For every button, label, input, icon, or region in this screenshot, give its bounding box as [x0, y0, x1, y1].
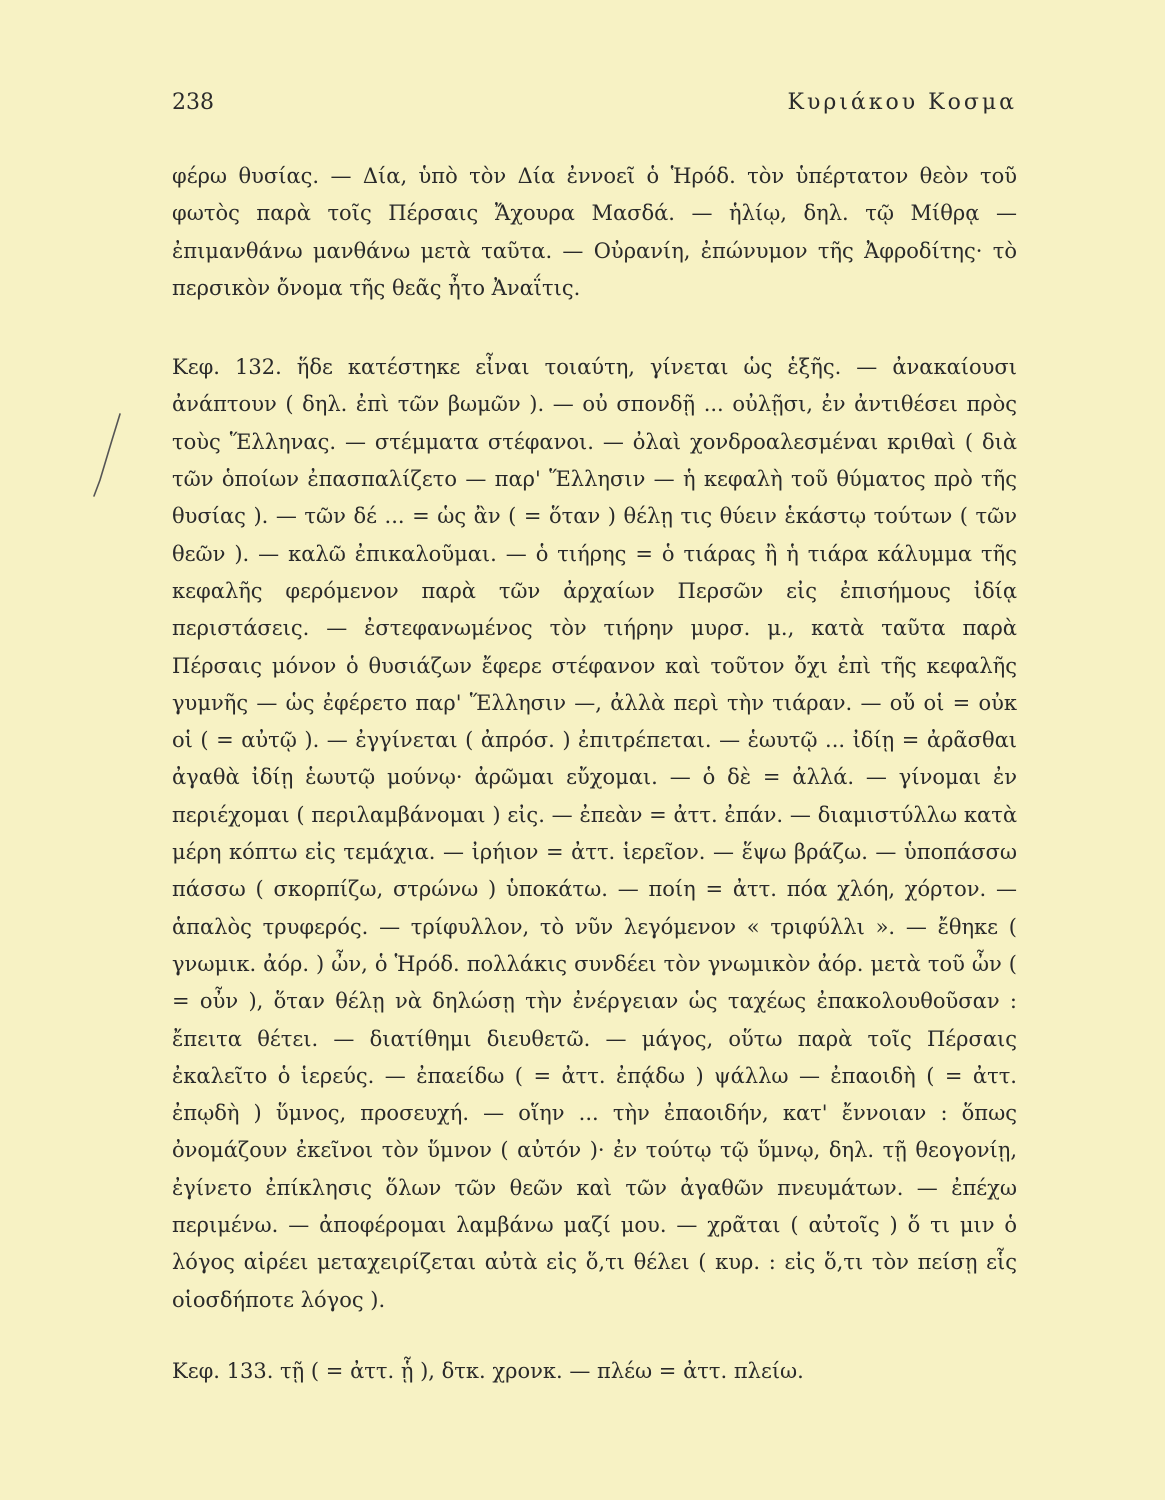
paragraph-chapter-132: Κεφ. 132. ἥδε κατέστηκε εἶναι τοιαύτη, γίνεται ὡς ἑξῆς. — ἀνακαίουσι ἀνάπτουν ( δηλ. ἐπὶ τῶν βωμῶν ). — οὐ σπονδῇ ... οὐλῇσι, ἐν ἀντιθέσει πρὸς τοὺς Ἕλληνας. — στέμματα στέφανοι. — ὀλαὶ χονδροαλεσμέναι κριθαὶ ( διὰ τῶν ὁποίων ἐπασπαλίζετο — παρ' Ἕλλησιν — ἡ κεφαλὴ τοῦ θύματος πρὸ τῆς θυσίας ). — τῶν δέ ... = ὡς ἂν ( = ὅταν ) θέλῃ τις θύειν ἑκάστῳ τούτων ( τῶν θεῶν ). — καλῶ ἐπικαλοῦμαι. — ὁ τιήρης = ὁ τιάρας ἢ ἡ τιάρα κάλυμμα τῆς κεφαλῆς φερόμενον παρὰ τῶν ἀρχαίων Περσῶν εἰς ἐπισήμους ἰδίᾳ περιστάσεις. — ἐστεφανωμένος τὸν τιήρην μυρσ. μ., κατὰ ταῦτα παρὰ Πέρσαις μόνον ὁ θυσιάζων ἔφερε στέφανον καὶ τοῦτον ὄχι ἐπὶ τῆς κεφαλῆς γυμνῆς — ὡς ἐφέρετο παρ' Ἕλλησιν —, ἀλλὰ περὶ τὴν τιάραν. — οὔ οἱ = οὐκ οἱ ( = αὐτῷ ). — ἐγγίνεται ( ἀπρόσ. ) ἐπιτρέπεται. — ἑωυτῷ ... ἰδίῃ = ἀρᾶσθαι ἀγαθὰ ἰδίῃ ἑωυτῷ μούνῳ· ἀρῶμαι εὔχομαι. — ὁ δὲ = ἀλλά. — γίνομαι ἐν περιέχομαι ( περιλαμβάνομαι ) εἰς. — ἐπεὰν = ἀττ. ἐπάν. — διαμιστύλλω κατὰ μέρη κόπτω εἰς τεμάχια. — ἰρήιον = ἀττ. ἱερεῖον. — ἕψω βράζω. — ὑποπάσσω πάσσω ( σκορπίζω, στρώνω ) ὑποκάτω. — ποίη = ἀττ. πόα χλόη, χόρτον. — ἁπαλὸς τρυφερός. — τρίφυλλον, τὸ νῦν λεγόμενον « τριφύλλι ». — ἔθηκε ( γνωμικ. ἀόρ. ) ὦν, ὁ Ἡρόδ. πολλάκις συνδέει τὸν γνωμικὸν ἀόρ. μετὰ τοῦ ὦν ( = οὖν ), ὅταν θέλῃ νὰ δηλώσῃ τὴν ἐνέργειαν ὡς ταχέως ἐπακολουθοῦσαν : ἔπειτα θέτει. — διατίθημι διευθετῶ. — μάγος, οὕτω παρὰ τοῖς Πέρσαις ἐκαλεῖτο ὁ ἱερεύς. — ἐπαείδω ( = ἀττ. ἐπᾴδω ) ψάλλω — ἐπαοιδὴ ( = ἀττ. ἐπῳδὴ ) ὕμνος, προσευχή. — οἵην ... τὴν ἐπαοιδήν, κατ' ἔννοιαν : ὅπως ὀνομάζουν ἐκεῖνοι τὸν ὕμνον ( αὐτόν )· ἐν τούτῳ τῷ ὕμνῳ, δηλ. τῇ θεογονίῃ, ἐγίνετο ἐπίκλησις ὅλων τῶν θεῶν καὶ τῶν ἀγαθῶν πνευμάτων. — ἐπέχω περιμένω. — ἀποφέρομαι λαμβάνω μαζί μου. — χρᾶται ( αὐτοῖς ) ὅ τι μιν ὁ λόγος αἱρέει μεταχειρίζεται αὐτὰ εἰς ὅ,τι θέλει ( κυρ. : εἰς ὅ,τι τὸν πείσῃ εἷς οἱοσδήποτε λόγος ).	[172, 355, 1017, 1312]
page-header	[172, 90, 1017, 120]
pencil-mark	[82, 410, 142, 500]
page-number: 238	[172, 90, 214, 115]
running-head: Κυριάκου Κοσμα	[787, 90, 1017, 115]
page-body	[172, 158, 1017, 1390]
paragraph-commentary: φέρω θυσίας. — Δία, ὑπὸ τὸν Δία ἐννοεῖ ὁ Ἡρόδ. τὸν ὑπέρτατον θεὸν τοῦ φωτὸς παρὰ τοῖς Πέρσαις Ἄχουρα Μασδά. — ἡλίῳ, δηλ. τῷ Μίθρᾳ — ἐπιμανθάνω μανθάνω μετὰ ταῦτα. — Οὐρανίη, ἐπώνυμον τῆς Ἀφροδίτης· τὸ περσικὸν ὄνομα τῆς θεᾶς ἦτο Ἀναΐτις.	[172, 164, 1017, 300]
paragraph-chapter-133: Κεφ. 133. τῇ ( = ἀττ. ᾗ ), δτκ. χρονκ. — πλέω = ἀττ. πλείω.	[172, 1358, 804, 1383]
